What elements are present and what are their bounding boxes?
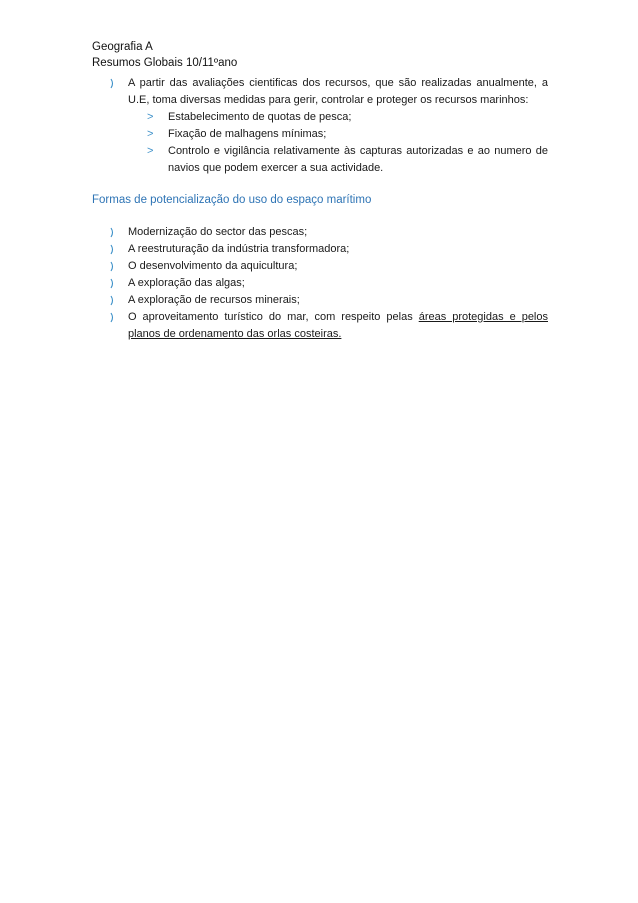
chevron-bracket-icon [108, 275, 118, 292]
list-item-text: Modernização do sector das pescas; [128, 226, 308, 238]
list-item-text: A exploração de recursos minerais; [128, 294, 300, 306]
sub-list-item [92, 109, 548, 126]
list-item-text: O desenvolvimento da aquicultura; [128, 260, 298, 272]
chevron-bracket-icon [108, 75, 118, 92]
section-list [92, 224, 548, 343]
greater-than-icon: > [147, 145, 154, 157]
chevron-bracket-icon [108, 292, 118, 309]
greater-than-icon: > [147, 128, 154, 140]
list-item [92, 275, 548, 292]
header-subtitle: Resumos Globais 10/11ºano [92, 57, 238, 69]
list-item [92, 258, 548, 275]
list-item-text: O aproveitamento turístico do mar, com respeito pelas [128, 311, 419, 323]
list-item-text: A exploração das algas; [128, 277, 245, 289]
sub-item-text: Controlo e vigilância relativamente às capturas autorizadas e ao numero de navios que podem exercer a sua actividade. [168, 145, 548, 174]
sub-item-text: Fixação de malhagens mínimas; [168, 128, 327, 140]
section-heading: Formas de potencialização do uso do espaço marítimo [92, 194, 372, 206]
sub-list-item [92, 126, 548, 143]
document-header [92, 39, 237, 71]
list-item [92, 224, 548, 241]
header-subject: Geografia A [92, 41, 153, 53]
list-item-text: A reestruturação da indústria transformadora; [128, 243, 350, 255]
sub-item-text: Estabelecimento de quotas de pesca; [168, 111, 352, 123]
intro-text: A partir das avaliações cientificas dos recursos, que são realizadas anualmente, a U.E, toma diversas medidas para gerir, controlar e proteger os recursos marinhos: [128, 77, 548, 106]
chevron-bracket-icon [108, 224, 118, 241]
list-item [92, 309, 548, 343]
greater-than-icon: > [147, 111, 154, 123]
chevron-bracket-icon [108, 241, 118, 258]
underlined-text: áreas protegidas e pelos planos de ordenamento das orlas costeiras. [128, 311, 548, 340]
list-item [92, 292, 548, 309]
list-item [92, 75, 548, 109]
sub-list-item [92, 143, 548, 177]
list-item [92, 241, 548, 258]
chevron-bracket-icon [108, 309, 118, 326]
chevron-bracket-icon [108, 258, 118, 275]
intro-block [92, 75, 548, 177]
